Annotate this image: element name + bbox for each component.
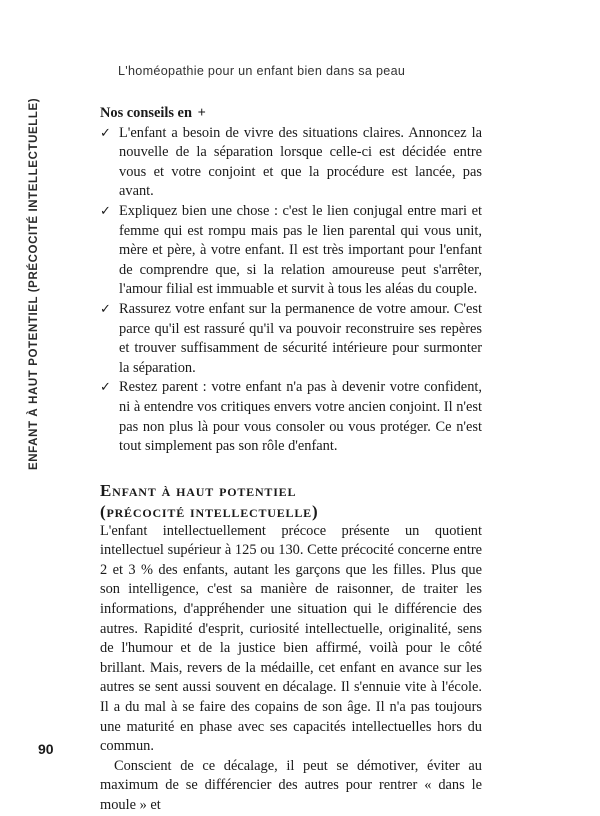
section-heading [100, 480, 482, 522]
conseil-text: L'enfant a besoin de vivre des situations claires. Annoncez la nouvelle de la séparation lorsque celle-ci est décidée entre vous et votre conjoint et que la procédure est lancée, pas avant. [119, 124, 482, 200]
section-heading-line2: (précocité intellectuelle) [100, 501, 319, 521]
check-icon: ✓ [100, 380, 111, 396]
conseil-item [100, 300, 482, 378]
conseil-item [100, 124, 482, 202]
conseil-text: Rassurez votre enfant sur la permanence de votre amour. C'est parce qu'il est rassuré qu'il va pouvoir reconstruire ses repères et trouver suffisamment de sécurité intérieure pour surmonter la séparation. [119, 300, 482, 376]
conseils-list [100, 124, 482, 457]
conseils-title-text: Nos conseils en [100, 105, 192, 121]
conseil-item [100, 378, 482, 456]
body-paragraph: Conscient de ce décalage, il peut se démotiver, éviter au maximum de se différencier des autres pour rentrer « dans le moule » et [100, 757, 482, 813]
conseil-item [100, 202, 482, 300]
side-tab-chapter-title: ENFANT À HAUT POTENTIEL (PRÉCOCITÉ INTELLECTUELLE) [28, 97, 40, 470]
check-icon: ✓ [100, 203, 111, 219]
conseils-title [100, 104, 482, 124]
page-body [100, 104, 482, 816]
conseil-text: Expliquez bien une chose : c'est le lien conjugal entre mari et femme qui est rompu mais pas le lien parental qui vous unit, mère et père, à votre enfant. Il est très important pour l'enfant de comprendre que, si la relation amoureuse peut s'arrêter, l'amour filial est immuable et survit à tous les aléas du couple. [119, 202, 482, 298]
section-heading-line1: Enfant à haut potentiel [100, 480, 297, 500]
conseil-text: Restez parent : votre enfant n'a pas à devenir votre confident, ni à entendre vos critiques envers votre ancien conjoint. Il n'est pas non plus là pour vous consoler ou vous protéger. Ce n'est tout simplement pas son rôle d'enfant. [119, 379, 482, 455]
check-icon: ✓ [100, 125, 111, 141]
running-head: L'homéopathie pour un enfant bien dans sa peau [118, 64, 406, 78]
body-paragraph: L'enfant intellectuellement précoce présente un quotient intellectuel supérieur à 125 ou 130. Cette précocité concerne entre 2 et 3 % des enfants, autant les garçons que les filles. Plus que son intelligence, c'est sa manière de raisonner, de traiter les informations, d'appréhender une situation qui le différencie des autres. Rapidité d'esprit, curiosité intellectuelle, originalité, sens de l'humour et de la justice bien affirmé, voilà pour le côté brillant. Mais, revers de la médaille, cet enfant en avance sur les autres se sent aussi souvent en décalage. Il s'ennuie vite à l'école. Il a du mal à se faire des copains de son âge. Il n'a pas toujours une maturité en phase avec ses capacités intellectuelles hors du commun. [100, 522, 482, 755]
check-icon: ✓ [100, 301, 111, 317]
plus-icon: + [197, 105, 206, 121]
page-number: 90 [38, 741, 54, 757]
